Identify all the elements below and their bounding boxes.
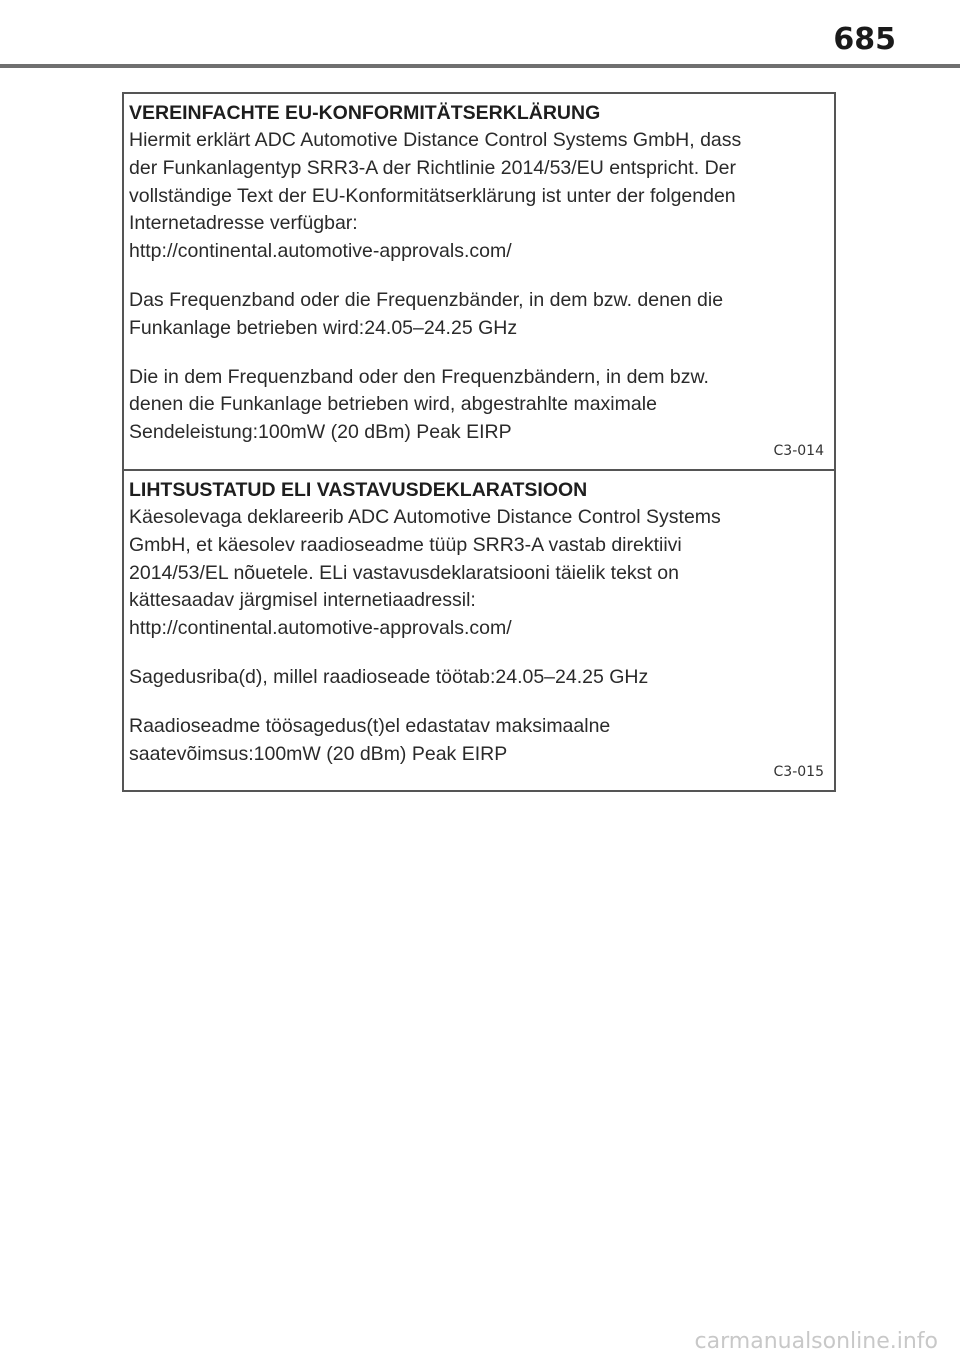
text-line: Käesolevaga deklareerib ADC Automotive Distance Control Systems xyxy=(129,505,721,528)
text-line: Sendeleistung:100mW (20 dBm) Peak EIRP xyxy=(129,421,512,444)
paragraph xyxy=(129,504,826,643)
watermark: carmanualsonline.info xyxy=(694,1329,938,1354)
header-rule xyxy=(0,64,960,68)
paragraph xyxy=(129,127,826,266)
paragraph xyxy=(129,713,826,769)
text-line: Funkanlage betrieben wird:24.05–24.25 GHz xyxy=(129,316,518,339)
section-heading: LIHTSUSTATUD ELI VASTAVUSDEKLARATSIOON xyxy=(129,478,588,501)
text-line: der Funkanlagentyp SRR3-A der Richtlinie 2014/53/EU entspricht. Der xyxy=(129,156,736,179)
text-line: Hiermit erklärt ADC Automotive Distance Control Systems GmbH, dass xyxy=(129,129,742,151)
declaration-section-de xyxy=(124,94,834,469)
text-line: 2014/53/EL nõuetele. ELi vastavusdeklaratsiooni täielik tekst on xyxy=(129,561,679,584)
text-line: saatevõimsus:100mW (20 dBm) Peak EIRP xyxy=(129,742,508,765)
text-line: kättesaadav järgmisel internetiaadressil: xyxy=(129,589,476,612)
declaration-section-et xyxy=(124,469,834,790)
text-line: vollständige Text der EU-Konformitätserklärung ist unter der folgenden xyxy=(129,184,736,207)
text-line: Das Frequenzband oder die Frequenzbänder, in dem bzw. denen die xyxy=(129,288,724,311)
url-text: http://continental.automotive-approvals.com/ xyxy=(129,240,512,263)
paragraph xyxy=(129,287,826,343)
reference-code: C3-015 xyxy=(773,764,824,781)
page-number: 685 xyxy=(833,22,896,57)
text-line: Sagedusriba(d), millel raadioseade töötab:24.05–24.25 GHz xyxy=(129,665,649,688)
reference-code: C3-014 xyxy=(773,442,824,459)
text-line: denen die Funkanlage betrieben wird, abgestrahlte maximale xyxy=(129,393,657,416)
section-heading: VEREINFACHTE EU-KONFORMITÄTSERKLÄRUNG xyxy=(129,102,601,124)
paragraph xyxy=(129,364,826,447)
text-line: Die in dem Frequenzband oder den Frequenzbändern, in dem bzw. xyxy=(129,365,709,388)
paragraph xyxy=(129,664,826,692)
text-line: GmbH, et käesolev raadioseadme tüüp SRR3-A vastab direktiivi xyxy=(129,533,682,556)
text-line: Internetadresse verfügbar: xyxy=(129,212,358,235)
url-text: http://continental.automotive-approvals.com/ xyxy=(129,617,512,640)
text-line: Raadioseadme töösagedus(t)el edastatav maksimaalne xyxy=(129,714,611,737)
declaration-box xyxy=(122,92,836,792)
